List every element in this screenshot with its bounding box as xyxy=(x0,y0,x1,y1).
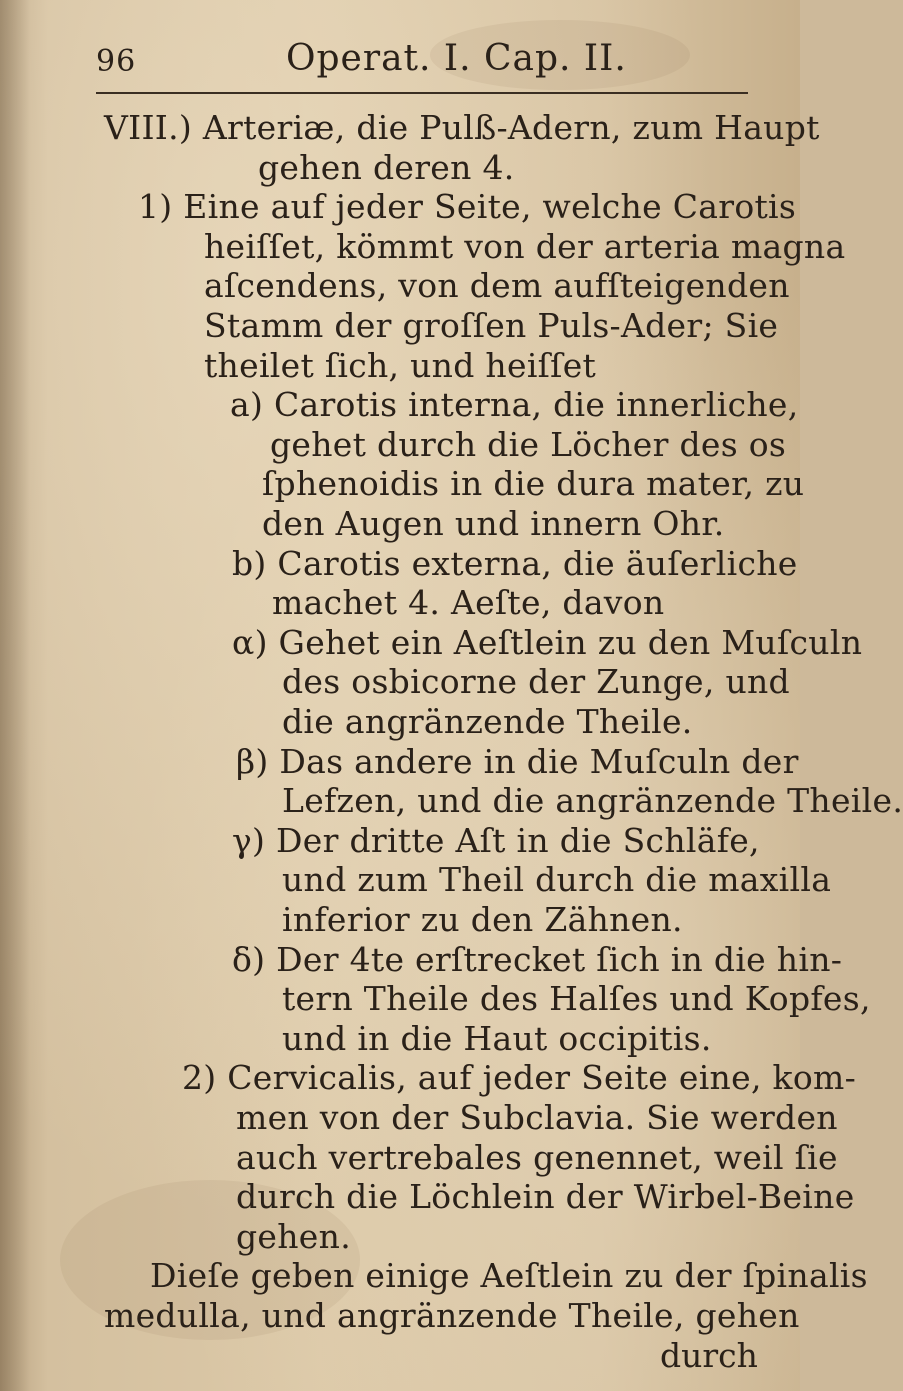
text-line: b) Carotis externa, die äuſerliche xyxy=(232,543,798,583)
text-line: gehen. xyxy=(236,1216,351,1256)
text-line: δ) Der 4te erſtrecket ſich in die hin- xyxy=(232,939,843,979)
text-line: Lefzen, und die angränzende Theile. xyxy=(282,781,903,821)
text-line: γ) Der dritte Aſt in die Schläfe, xyxy=(232,820,760,860)
text-line: a) Carotis interna, die innerliche, xyxy=(230,385,799,425)
text-line: α) Gehet ein Aeſtlein zu den Muſculn xyxy=(232,622,863,662)
catchword: durch xyxy=(660,1335,758,1375)
text-line: 2) Cervicalis, auf jeder Seite eine, kom- xyxy=(182,1058,857,1098)
text-line: medulla, und angränzende Theile, gehen xyxy=(104,1296,800,1335)
text-line: Stamm der groſſen Puls-Ader; Sie xyxy=(204,306,779,345)
text-line: machet 4. Aeſte, davon xyxy=(272,583,665,623)
text-line: Dieſe geben einige Aeſtlein zu der ſpinalis xyxy=(150,1256,868,1296)
text-line: heiſſet, kömmt von der arteria magna xyxy=(204,226,846,266)
header-rule xyxy=(96,92,748,94)
text-line: auch vertrebales genennet, weil ſie xyxy=(236,1137,838,1177)
text-line: 1) Eine auf jeder Seite, welche Carotis xyxy=(138,187,797,227)
text-line: theilet ſich, und heiſſet xyxy=(204,345,597,385)
text-line: die angränzende Theile. xyxy=(282,702,693,741)
text-line: β) Das andere in die Muſculn der xyxy=(236,741,799,781)
text-line: durch die Löchlein der Wirbel-Beine xyxy=(236,1177,855,1217)
running-head: Operat. I. Cap. II. xyxy=(286,38,627,79)
text-line: gehet durch die Löcher des os xyxy=(270,424,787,464)
text-line: tern Theile des Halſes und Kopfes, xyxy=(282,979,871,1019)
text-line: und zum Theil durch die maxilla xyxy=(282,860,832,900)
page-fold-shadow xyxy=(0,0,30,1391)
text-line: men von der Subclavia. Sie werden xyxy=(236,1098,838,1137)
text-line: VIII.) Arteriæ, die Pulß-Adern, zum Haupt xyxy=(104,108,820,147)
text-line: ſphenoidis in die dura mater, zu xyxy=(262,464,805,504)
text-line: des osbicorne der Zunge, und xyxy=(282,662,790,702)
text-line: inferior zu den Zähnen. xyxy=(282,900,683,939)
page-number: 96 xyxy=(96,44,137,79)
text-line: gehen deren 4. xyxy=(258,147,515,187)
page-header xyxy=(96,38,736,90)
text-line: aſcendens, von dem aufſteigenden xyxy=(204,266,790,306)
text-line: den Augen und innern Ohr. xyxy=(262,504,725,543)
text-line: und in die Haut occipitis. xyxy=(282,1018,712,1058)
